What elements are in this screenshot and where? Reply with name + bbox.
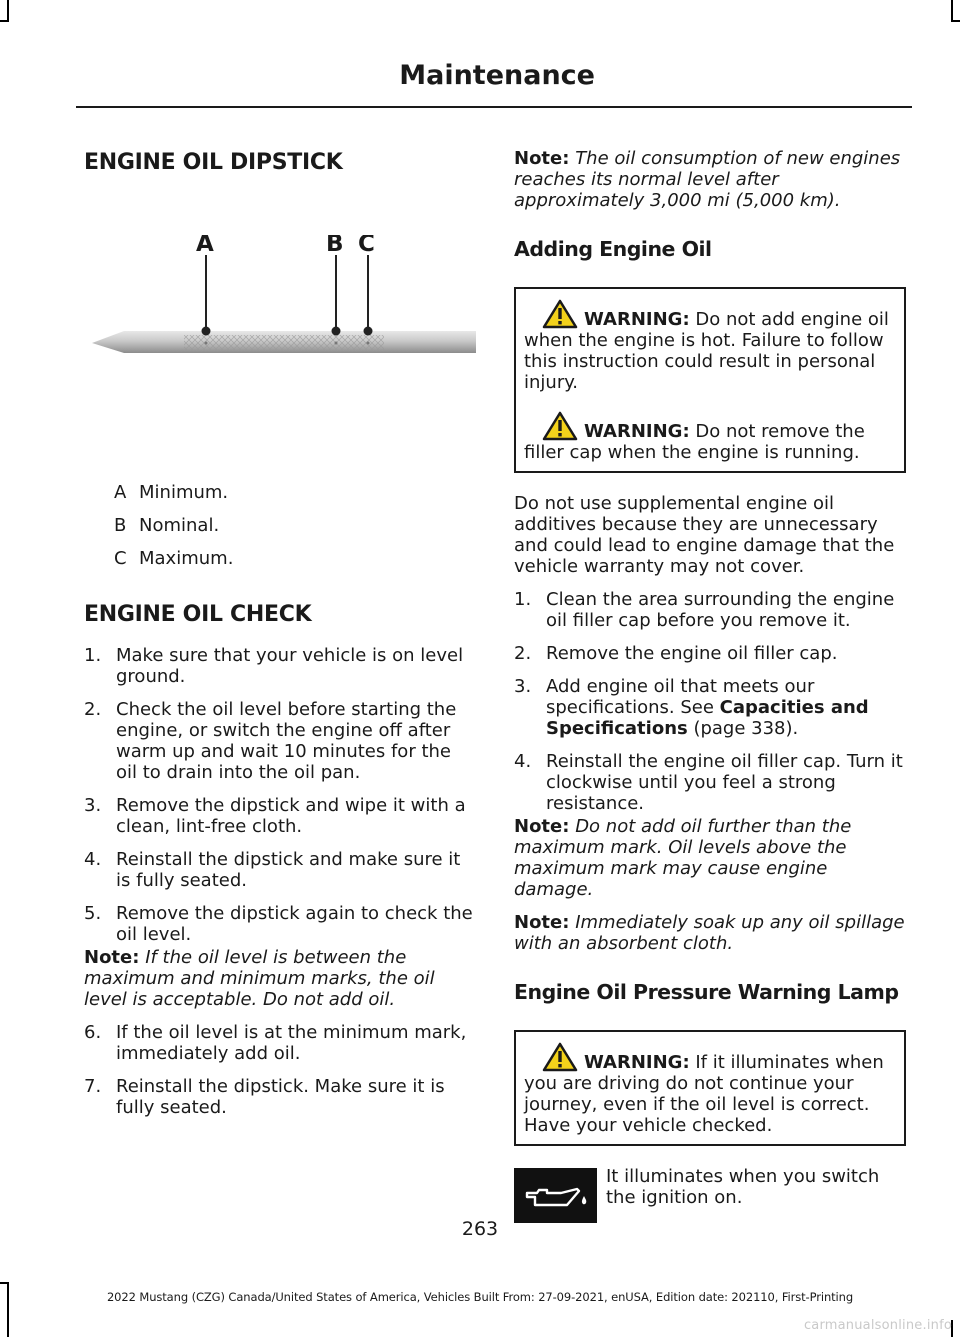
- step-number: 1.: [84, 645, 102, 666]
- oil-pressure-lamp-icon: [514, 1168, 597, 1223]
- step-number: 5.: [84, 903, 102, 924]
- note-text: If the oil level is between the maximum and minimum marks, the oil level is acceptable. Do not add oil.: [84, 947, 435, 1010]
- warning-triangle-icon: [542, 1042, 578, 1072]
- warning-triangle-icon: [542, 299, 578, 329]
- list-item: [84, 903, 476, 945]
- warning-text: If it illuminates when you are driving do not continue your journey, even if the oil level is correct. Have your vehicle checked.: [524, 1052, 884, 1136]
- list-item: [84, 849, 476, 891]
- crop-mark: [951, 0, 953, 22]
- warning-label: WARNING:: [584, 421, 690, 442]
- step-text: Remove the engine oil filler cap.: [546, 643, 838, 664]
- note-label: Note:: [84, 947, 140, 968]
- step-number: 3.: [514, 676, 532, 697]
- oil-check-steps-continued: [84, 1022, 476, 1118]
- edition-footer: 2022 Mustang (CZG) Canada/United States of America, Vehicles Built From: 27-09-2021, enUSA, Edition date: 202110, First-Printing: [106, 1290, 854, 1304]
- adding-oil-heading: Adding Engine Oil: [514, 237, 712, 261]
- step-text: Reinstall the dipstick and make sure it is fully seated.: [116, 849, 461, 891]
- list-item: [514, 643, 906, 664]
- legend-text: Maximum.: [139, 548, 234, 569]
- legend-row: [84, 515, 476, 536]
- step-text: Make sure that your vehicle is on level ground.: [116, 645, 464, 687]
- step-text: Remove the dipstick and wipe it with a clean, lint-free cloth.: [116, 795, 466, 837]
- step-text: [546, 676, 906, 739]
- lamp-row: [514, 1168, 906, 1223]
- callout-label-a: A: [196, 235, 214, 257]
- max-mark-note: [514, 816, 906, 900]
- crop-mark: [0, 1282, 9, 1284]
- warning-text: Do not add engine oil when the engine is hot. Failure to follow this instruction could result in personal injury.: [524, 309, 889, 393]
- step-text-part: Add engine oil that meets our specifications. See: [546, 676, 815, 718]
- callout-label-b: B: [326, 235, 344, 257]
- step-text: Check the oil level before starting the engine, or switch the engine off after warm up and wait 10 minutes for the oil to drain into the oil pan.: [116, 699, 457, 783]
- step-number: 7.: [84, 1076, 102, 1097]
- note-text: Immediately soak up any oil spillage with an absorbent cloth.: [514, 912, 905, 954]
- callout-label-c: C: [358, 235, 375, 257]
- callout-dot-b: [332, 327, 341, 336]
- warning-paragraph: [524, 299, 896, 393]
- site-watermark: carmanualsonline.info: [803, 1318, 952, 1333]
- list-item: [514, 751, 906, 814]
- capacities-link[interactable]: Capacities and Specifications: [546, 697, 869, 739]
- warning-box: [514, 287, 906, 473]
- warning-paragraph: [524, 411, 896, 463]
- adding-oil-steps: [514, 589, 906, 814]
- warning-paragraph: [524, 1042, 896, 1136]
- crop-mark: [0, 20, 9, 22]
- list-item: [84, 699, 476, 783]
- step-number: 2.: [84, 699, 102, 720]
- pressure-lamp-heading: Engine Oil Pressure Warning Lamp: [514, 980, 899, 1004]
- callout-dot-a: [202, 327, 211, 336]
- oil-consumption-note: [514, 148, 906, 211]
- note-text: Do not add oil further than the maximum mark. Oil levels above the maximum mark may cause engine damage.: [514, 816, 852, 900]
- warning-label: WARNING:: [584, 309, 690, 330]
- dipstick-heading: ENGINE OIL DIPSTICK: [84, 150, 343, 175]
- step-number: 2.: [514, 643, 532, 664]
- legend-row: [84, 482, 476, 503]
- header-divider: [76, 106, 912, 108]
- list-item: [84, 795, 476, 837]
- step-number: 6.: [84, 1022, 102, 1043]
- step-text: Remove the dipstick again to check the oil level.: [116, 903, 473, 945]
- warning-label: WARNING:: [584, 1052, 690, 1073]
- page-number: 263: [461, 1218, 499, 1240]
- legend-key: A: [114, 482, 127, 503]
- note-label: Note:: [514, 912, 570, 933]
- step-number: 1.: [514, 589, 532, 610]
- dipstick-hatch-zone: [184, 335, 384, 351]
- page-header-title: Maintenance: [399, 60, 595, 91]
- oil-check-steps: [84, 645, 476, 945]
- list-item: [514, 676, 906, 739]
- warning-triangle-icon: [542, 411, 578, 441]
- warning-box: [514, 1030, 906, 1146]
- oil-check-heading: ENGINE OIL CHECK: [84, 602, 312, 627]
- left-column: [84, 140, 476, 1130]
- legend-key: B: [114, 515, 127, 536]
- step-number: 4.: [514, 751, 532, 772]
- legend-key: C: [114, 548, 127, 569]
- dipstick-legend: [84, 482, 476, 569]
- list-item: [84, 645, 476, 687]
- note-text: The oil consumption of new engines reaches its normal level after approximately 3,000 mi (5,000 km).: [514, 148, 901, 211]
- crop-mark: [951, 20, 960, 22]
- list-item: [84, 1076, 476, 1118]
- step-text: If the oil level is at the minimum mark, immediately add oil.: [116, 1022, 467, 1064]
- list-item: [514, 589, 906, 631]
- list-item: [84, 1022, 476, 1064]
- step-text: Clean the area surrounding the engine oil filler cap before you remove it.: [546, 589, 895, 631]
- note-label: Note:: [514, 148, 570, 169]
- crop-mark: [7, 0, 9, 22]
- oil-check-note: [84, 947, 476, 1010]
- step-number: 3.: [84, 795, 102, 816]
- step-text: Reinstall the dipstick. Make sure it is fully seated.: [116, 1076, 445, 1118]
- additives-paragraph: Do not use supplemental engine oil additives because they are unnecessary and could lead to engine damage that the vehicle warranty may not cover.: [514, 493, 895, 577]
- dipstick-illustration: [84, 235, 476, 365]
- legend-text: Minimum.: [139, 482, 229, 503]
- legend-text: Nominal.: [139, 515, 220, 536]
- lamp-description: It illuminates when you switch the ignition on.: [606, 1166, 880, 1208]
- warning-text: Do not remove the filler cap when the engine is running.: [524, 421, 865, 463]
- spillage-note: [514, 912, 906, 954]
- note-label: Note:: [514, 816, 570, 837]
- right-column: [514, 140, 906, 1223]
- step-text-part: (page 338).: [687, 718, 799, 739]
- step-number: 4.: [84, 849, 102, 870]
- callout-dot-c: [364, 327, 373, 336]
- legend-row: [84, 548, 476, 569]
- step-text: Reinstall the engine oil filler cap. Turn it clockwise until you feel a strong resistance.: [546, 751, 903, 814]
